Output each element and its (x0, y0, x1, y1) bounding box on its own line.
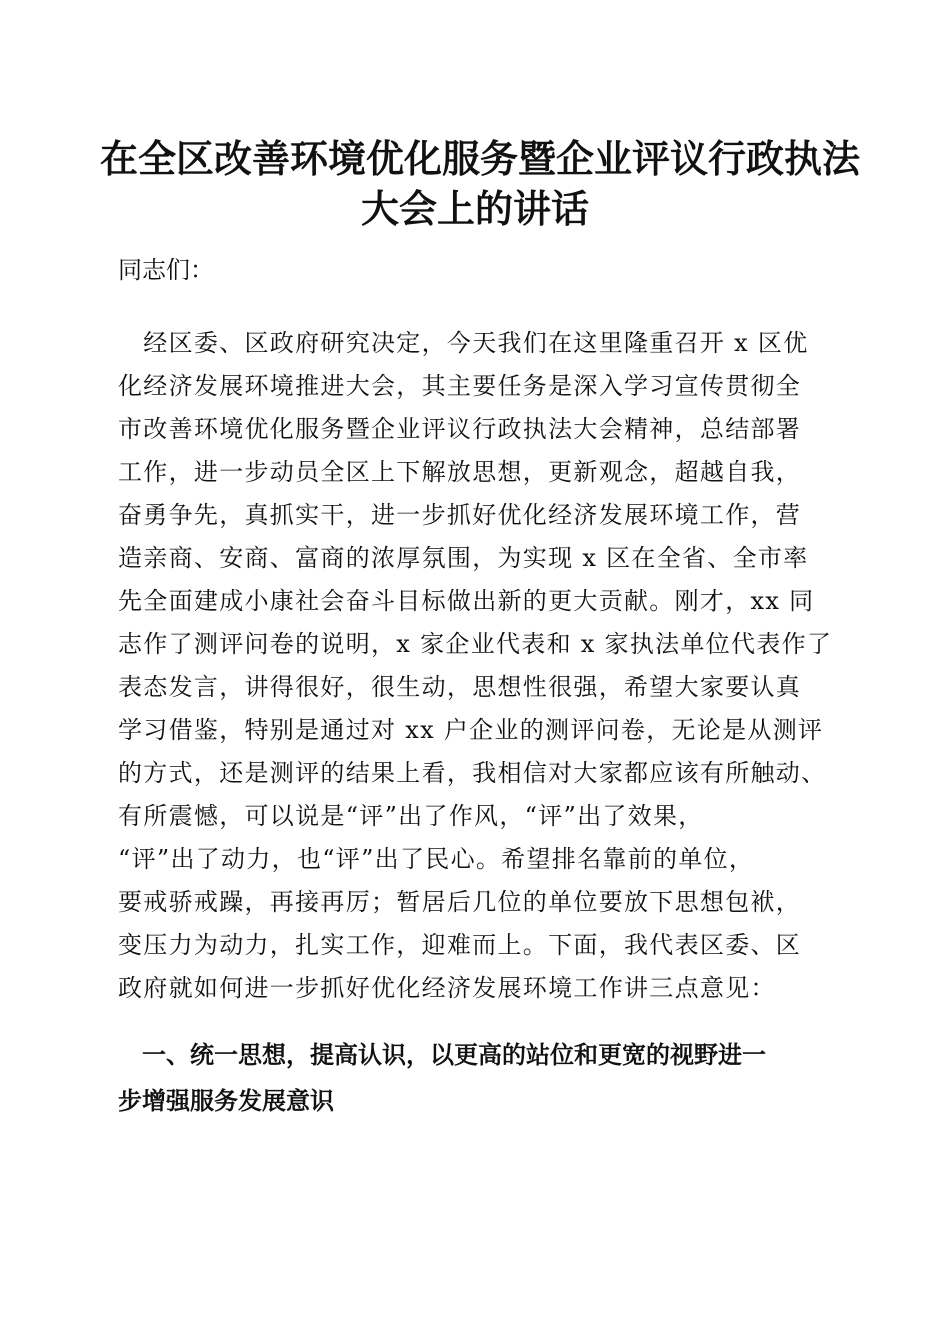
paragraph-line: 先全面建成小康社会奋斗目标做出新的更大贡献。刚才，xx 同 (118, 587, 815, 615)
paragraph-line: 奋勇争先，真抓实干，进一步抓好优化经济发展环境工作，营 (118, 501, 802, 529)
document-title-line-2: 大会上的讲话 (360, 186, 589, 231)
greeting: 同志们： (118, 256, 214, 284)
section-heading-line-1: 一、统一思想，提高认识，以更高的站位和更宽的视野进一 (118, 1041, 766, 1069)
paragraph-line: 变压力为动力，扎实工作，迎难而上。下面，我代表区委、区 (118, 931, 802, 959)
paragraph-line: 学习借鉴，特别是通过对 xx 户企业的测评问卷，无论是从测评 (118, 716, 824, 744)
section-heading-line-2: 步增强服务发展意识 (118, 1087, 334, 1115)
paragraph-line: 表态发言，讲得很好，很生动，思想性很强，希望大家要认真 (118, 673, 802, 701)
paragraph-line: 有所震憾，可以说是“评”出了作风，“评”出了效果， (118, 802, 704, 830)
paragraph-line: 政府就如何进一步抓好优化经济发展环境工作讲三点意见： (118, 974, 776, 1002)
document-title-line-1: 在全区改善环境优化服务暨企业评议行政执法 (100, 136, 861, 181)
paragraph-line: 市改善环境优化服务暨企业评议行政执法大会精神，总结部署 (118, 415, 802, 443)
paragraph-line: 志作了测评问卷的说明，x 家企业代表和 x 家执法单位代表作了 (118, 630, 833, 658)
paragraph-line: 要戒骄戒躁，再接再厉；暂居后几位的单位要放下思想包袱， (118, 888, 802, 916)
paragraph-line: 经区委、区政府研究决定，今天我们在这里隆重召开 x 区优 (118, 329, 809, 357)
paragraph-line: 的方式，还是测评的结果上看，我相信对大家都应该有所触动、 (118, 759, 827, 787)
paragraph-line: 化经济发展环境推进大会，其主要任务是深入学习宣传贯彻全 (118, 372, 802, 400)
paragraph-line: 工作，进一步动员全区上下解放思想，更新观念，超越自我， (118, 458, 802, 486)
paragraph-line: “评”出了动力，也“评”出了民心。希望排名靠前的单位， (118, 845, 755, 873)
paragraph-line: 造亲商、安商、富商的浓厚氛围，为实现 x 区在全省、全市率 (118, 544, 809, 572)
